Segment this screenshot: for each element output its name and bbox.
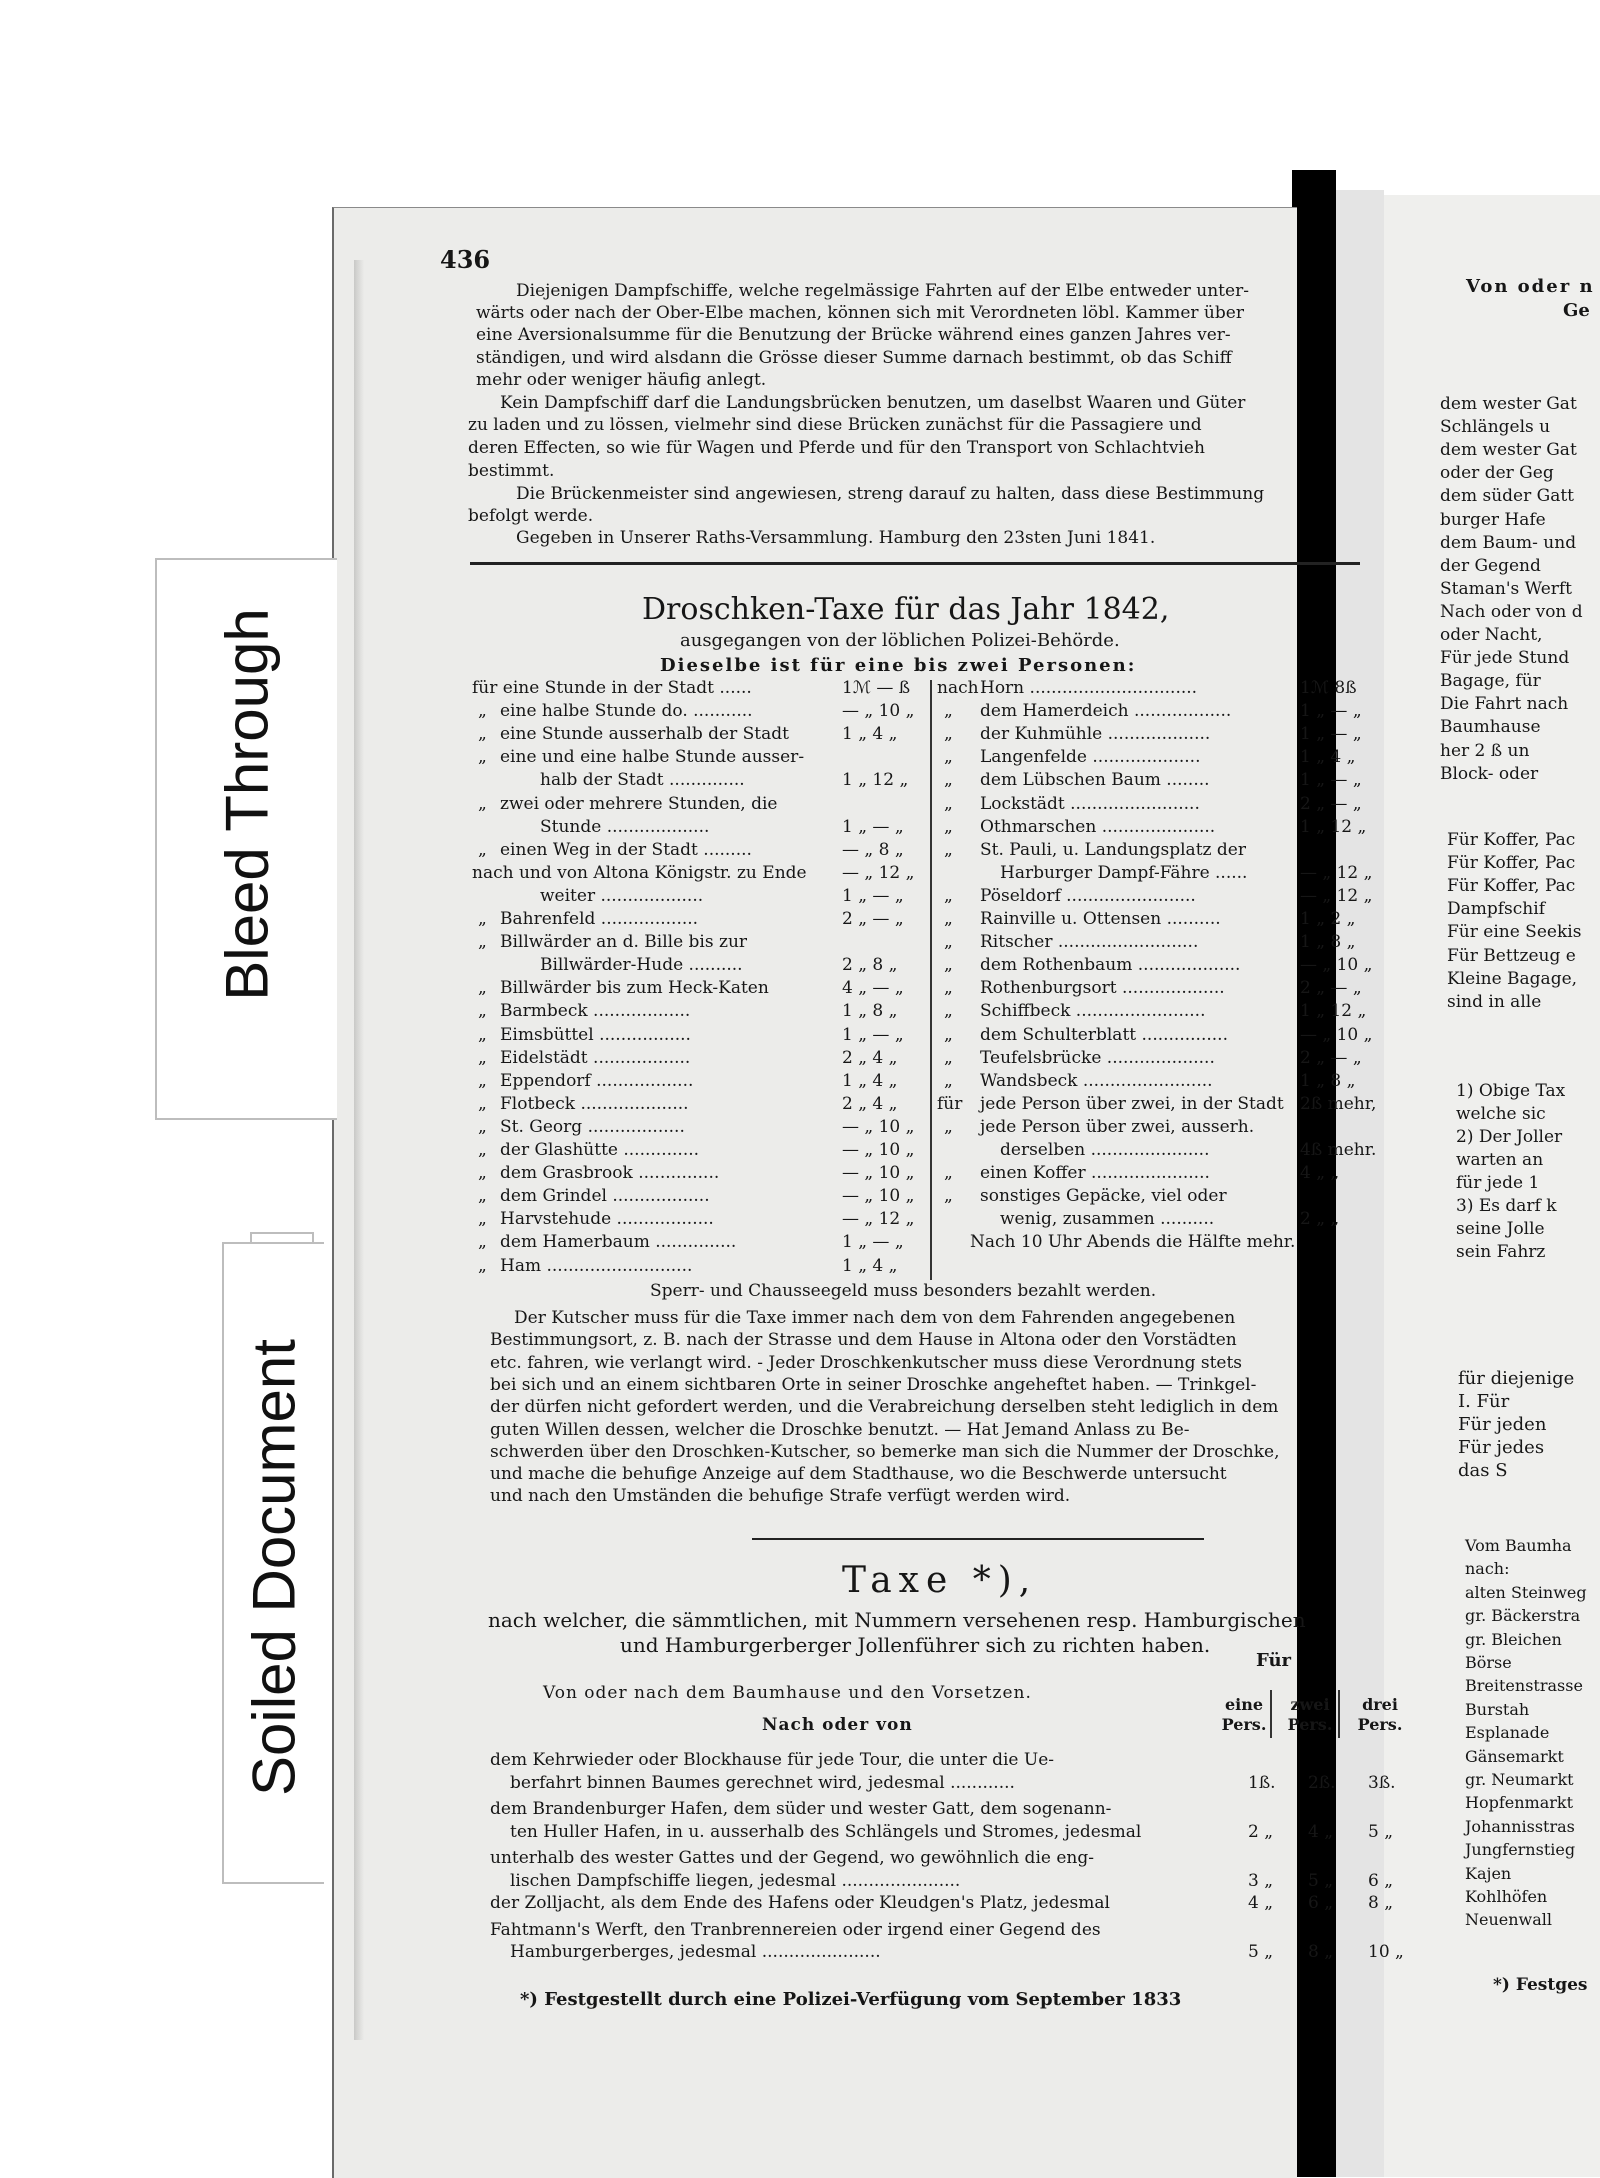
right-page-line: Johannisstras bbox=[1465, 1816, 1575, 1836]
right-page-line: Für jedes bbox=[1458, 1437, 1545, 1458]
page-shadow bbox=[354, 260, 364, 2040]
fare-value: 4 „ — „ bbox=[842, 978, 904, 999]
right-page-line: dem wester Gat bbox=[1440, 394, 1577, 414]
droschken-subtitle-2: Dieselbe ist für eine bis zwei Personen: bbox=[660, 655, 1137, 676]
destination-name: Flotbeck .................... bbox=[500, 1093, 689, 1114]
bleed-through-label: Bleed Through bbox=[213, 608, 281, 1001]
taxe-price: 8 „ bbox=[1308, 1942, 1334, 1962]
destination-name: Billwärder bis zum Heck-Katen bbox=[500, 978, 769, 999]
fare-value: — „ 10 „ bbox=[1300, 955, 1373, 976]
right-page-line: Für jede Stund bbox=[1440, 648, 1570, 669]
row-mark: „ bbox=[478, 1024, 487, 1045]
droschken-title: Droschken-Taxe für das Jahr 1842, bbox=[642, 592, 1170, 627]
soiled-document-label: Soiled Document bbox=[240, 1339, 308, 1796]
taxe-subtitle-2: und Hamburgerberger Jollenführer sich zu richten haben. bbox=[620, 1633, 1211, 1657]
fare-value: 1 „ 2 „ bbox=[1300, 909, 1356, 929]
destination-name: dem Grasbrook ............... bbox=[500, 1163, 720, 1184]
row-mark: „ bbox=[944, 1186, 953, 1207]
right-page-line: Block- oder bbox=[1440, 763, 1539, 784]
destination-name: Harburger Dampf-Fähre ...... bbox=[1000, 862, 1248, 883]
destination-name: wenig, zusammen .......... bbox=[1000, 1209, 1215, 1230]
right-page-line: oder der Geg bbox=[1440, 463, 1554, 484]
fare-value: 4ß mehr. bbox=[1300, 1140, 1377, 1160]
destination-name: eine und eine halbe Stunde ausser- bbox=[500, 747, 805, 768]
right-page-line: sein Fahrz bbox=[1456, 1242, 1546, 1262]
fare-value: — „ 10 „ bbox=[842, 701, 915, 722]
taxe-price: 1ß. bbox=[1248, 1772, 1276, 1793]
taxe-row-line: berfahrt binnen Baumes gerechnet wird, jedesmal ............ bbox=[510, 1772, 1015, 1793]
fare-value: — „ 8 „ bbox=[842, 839, 904, 860]
fare-value: — „ 10 „ bbox=[842, 1116, 915, 1137]
fare-value: 1ℳ — ß bbox=[842, 678, 911, 698]
taxe-subtitle-1: nach welcher, die sämmtlichen, mit Nummern versehenen resp. Hamburgischen bbox=[488, 1608, 1306, 1632]
fare-value: 1 „ — „ bbox=[1300, 770, 1362, 791]
fare-value: — „ 10 „ bbox=[842, 1140, 915, 1160]
destination-name: jede Person über zwei, in der Stadt bbox=[980, 1093, 1284, 1114]
destination-name: Othmarschen ..................... bbox=[980, 816, 1216, 837]
intro-line: bestimmt. bbox=[468, 461, 555, 481]
intro-line: Diejenigen Dampfschiffe, welche regelmässige Fahrten auf der Elbe entweder unter- bbox=[516, 281, 1249, 301]
fare-value: 1 „ 4 „ bbox=[842, 1070, 898, 1091]
row-mark: „ bbox=[478, 1070, 487, 1091]
right-page-line: Hopfenmarkt bbox=[1465, 1793, 1574, 1813]
destination-name: Ham ........................... bbox=[500, 1255, 693, 1276]
intro-line: mehr oder weniger häufig anlegt. bbox=[476, 370, 767, 390]
destination-name: Teufelsbrücke .................... bbox=[980, 1047, 1215, 1068]
destination-name: dem Hamerbaum ............... bbox=[500, 1232, 737, 1253]
taxe-row-line: der Zolljacht, als dem Ende des Hafens oder Kleudgen's Platz, jedesmal bbox=[490, 1893, 1110, 1913]
right-page-line: nach: bbox=[1465, 1559, 1510, 1579]
destination-name: dem Lübschen Baum ........ bbox=[980, 770, 1210, 791]
fare-value: — „ 10 „ bbox=[842, 1186, 915, 1207]
right-page-line: dem wester Gat bbox=[1440, 440, 1577, 461]
fare-value: 1 „ 4 „ bbox=[1300, 747, 1356, 768]
destination-name: nach und von Altona Königstr. zu Ende bbox=[472, 862, 807, 883]
right-page-line: Börse bbox=[1465, 1653, 1512, 1672]
fare-value: 2 „ 8 „ bbox=[842, 955, 898, 976]
row-mark: „ bbox=[478, 1047, 487, 1068]
separator-rule bbox=[752, 1538, 1204, 1540]
row-mark: „ bbox=[944, 978, 953, 999]
bleed-through-tag bbox=[155, 558, 337, 1120]
column-header: zwei Pers. bbox=[1287, 1695, 1333, 1734]
top-separator-rule bbox=[470, 562, 1360, 565]
right-page-line: Für Bettzeug e bbox=[1447, 945, 1576, 966]
paragraph-line: bei sich und an einem sichtbaren Orte in seiner Droschke angeheftet haben. — Trinkgel- bbox=[490, 1374, 1257, 1395]
row-mark: „ bbox=[944, 955, 953, 976]
destination-name: Eimsbüttel ................. bbox=[500, 1024, 691, 1045]
row-mark: „ bbox=[944, 1163, 953, 1184]
row-mark: „ bbox=[478, 1255, 487, 1276]
destination-name: Lockstädt ........................ bbox=[980, 793, 1200, 814]
destination-name: St. Georg .................. bbox=[500, 1116, 685, 1137]
fare-value: — „ 10 „ bbox=[842, 1163, 915, 1184]
row-mark: „ bbox=[944, 1070, 953, 1091]
fare-value: 1 „ 4 „ bbox=[842, 724, 898, 745]
column-header: eine Pers. bbox=[1221, 1695, 1267, 1734]
fare-value: 1 „ — „ bbox=[842, 885, 904, 906]
intro-line: Die Brückenmeister sind angewiesen, streng darauf zu halten, dass diese Bestimmung bbox=[516, 484, 1265, 504]
row-mark: „ bbox=[944, 770, 953, 791]
destination-name: Wandsbeck ........................ bbox=[980, 1070, 1213, 1091]
taxe-price: 2ß. bbox=[1308, 1772, 1336, 1793]
destination-name: Schiffbeck ........................ bbox=[980, 1001, 1206, 1022]
right-page-line: Dampfschif bbox=[1447, 899, 1545, 920]
destination-name: dem Schulterblatt ................ bbox=[980, 1024, 1228, 1045]
intro-line: eine Aversionalsumme für die Benutzung der Brücke während eines ganzen Jahres ver- bbox=[476, 325, 1231, 345]
paragraph-line: schwerden über den Droschken-Kutscher, so bemerke man sich die Nummer der Droschke, bbox=[490, 1441, 1280, 1462]
row-mark: „ bbox=[944, 1047, 953, 1068]
right-page-line: her 2 ß un bbox=[1440, 740, 1530, 761]
row-mark: „ bbox=[478, 978, 487, 999]
row-mark: „ bbox=[478, 724, 487, 745]
row-mark: „ bbox=[478, 793, 487, 814]
right-page-heading: Von oder n bbox=[1466, 276, 1595, 297]
right-page-line: Für Koffer, Pac bbox=[1447, 876, 1576, 897]
taxe-row-line: dem Brandenburger Hafen, dem süder und wester Gatt, dem sogenann- bbox=[490, 1799, 1112, 1819]
row-mark: „ bbox=[478, 1093, 487, 1114]
destination-name: Billwärder an d. Bille bis zur bbox=[500, 932, 748, 953]
taxe-row-line: dem Kehrwieder oder Blockhause für jede Tour, die unter die Ue- bbox=[490, 1750, 1055, 1770]
paragraph-line: guten Willen dessen, welcher die Droschke benutzt. — Hat Jemand Anlass zu Be- bbox=[490, 1419, 1190, 1440]
destination-name: Pöseldorf ........................ bbox=[980, 885, 1196, 906]
taxe-row-line: Fahtmann's Werft, den Tranbrennereien oder irgend einer Gegend des bbox=[490, 1919, 1101, 1940]
row-mark: nach bbox=[937, 678, 979, 698]
row-mark: „ bbox=[944, 816, 953, 837]
right-page-line: warten an bbox=[1456, 1150, 1544, 1170]
column-divider bbox=[930, 680, 932, 1280]
taxe-row-line: Hamburgerberges, jedesmal ...................... bbox=[510, 1942, 881, 1962]
destination-name: Bahrenfeld .................. bbox=[500, 909, 699, 929]
fare-value: — „ 12 „ bbox=[1300, 885, 1373, 906]
taxe-row-line: unterhalb des wester Gattes und der Gegend, wo gewöhnlich die eng- bbox=[490, 1848, 1094, 1868]
fare-value: 1 „ 4 „ bbox=[842, 1255, 898, 1276]
right-page-line: gr. Neumarkt bbox=[1465, 1770, 1574, 1789]
taxe-price: 5 „ bbox=[1248, 1942, 1274, 1962]
intro-line: Gegeben in Unserer Raths-Versammlung. Hamburg den 23sten Juni 1841. bbox=[516, 528, 1156, 548]
right-page-line: Burstah bbox=[1465, 1699, 1530, 1719]
row-mark: „ bbox=[944, 839, 953, 860]
intro-line: befolgt werde. bbox=[468, 506, 594, 526]
destination-name: einen Koffer ...................... bbox=[980, 1163, 1210, 1184]
destination-name: dem Grindel .................. bbox=[500, 1186, 710, 1207]
destination-name: der Glashütte .............. bbox=[500, 1140, 700, 1160]
right-page-line: für diejenige bbox=[1458, 1368, 1575, 1389]
destination-name: Langenfelde .................... bbox=[980, 747, 1201, 768]
taxe-row-line: ten Huller Hafen, in u. ausserhalb des Schlängels und Stromes, jedesmal bbox=[510, 1821, 1142, 1842]
intro-line: wärts oder nach der Ober-Elbe machen, können sich mit Verordneten löbl. Kammer über bbox=[476, 303, 1244, 323]
row-mark: „ bbox=[944, 1024, 953, 1045]
row-mark: „ bbox=[944, 1116, 953, 1137]
row-mark: „ bbox=[944, 932, 953, 953]
destination-name: zwei oder mehrere Stunden, die bbox=[500, 793, 778, 814]
right-page-line: das S bbox=[1458, 1460, 1508, 1481]
destination-name: der Kuhmühle ................... bbox=[980, 724, 1211, 745]
row-mark: „ bbox=[944, 724, 953, 745]
fare-value: 1 „ 12 „ bbox=[842, 770, 909, 791]
right-page-line: Schlängels u bbox=[1440, 417, 1551, 438]
fare-value: — „ 10 „ bbox=[1300, 1024, 1373, 1045]
fare-value: 2 „ — „ bbox=[1300, 978, 1362, 999]
right-page-line: Vom Baumha bbox=[1465, 1536, 1572, 1555]
taxe-price: 5 „ bbox=[1308, 1870, 1334, 1891]
paragraph-line: etc. fahren, wie verlangt wird. - Jeder Droschkenkutscher muss diese Verordnung stets bbox=[490, 1352, 1243, 1373]
destination-name: für eine Stunde in der Stadt ...... bbox=[472, 678, 752, 698]
intro-line: ständigen, und wird alsdann die Grösse dieser Summe darnach bestimmt, ob das Schiff bbox=[476, 348, 1232, 368]
row-mark: „ bbox=[944, 909, 953, 929]
destination-name: halb der Stadt .............. bbox=[540, 770, 745, 791]
intro-line: Kein Dampfschiff darf die Landungsbrücken benutzen, um daselbst Waaren und Güter bbox=[500, 393, 1246, 413]
taxe-price: 8 „ bbox=[1368, 1893, 1394, 1913]
right-page-line: Nach oder von d bbox=[1440, 601, 1583, 622]
right-page-line: dem Baum- und bbox=[1440, 532, 1577, 553]
soiled-document-tag bbox=[222, 1242, 324, 1884]
taxe-price: 3 „ bbox=[1248, 1870, 1274, 1891]
fare-value: 2ß mehr, bbox=[1300, 1093, 1377, 1114]
destination-name: jede Person über zwei, ausserh. bbox=[980, 1116, 1255, 1137]
right-page-footnote: *) Festges bbox=[1493, 1975, 1588, 1995]
right-page-line: seine Jolle bbox=[1456, 1219, 1545, 1239]
intro-line: deren Effecten, so wie für Wagen und Pferde und für den Transport von Schlachtvieh bbox=[468, 438, 1205, 458]
row-mark: „ bbox=[478, 932, 487, 953]
right-page-line: 2) Der Joller bbox=[1456, 1127, 1563, 1147]
row-mark: „ bbox=[944, 885, 953, 906]
taxe-price: 4 „ bbox=[1248, 1893, 1274, 1913]
fare-value: 1 „ 8 „ bbox=[842, 1001, 898, 1022]
row-mark: „ bbox=[944, 701, 953, 722]
fare-value: — „ 12 „ bbox=[1300, 862, 1373, 883]
right-page-line: gr. Bäckerstra bbox=[1465, 1606, 1581, 1626]
fare-value: 2 „ — „ bbox=[1300, 793, 1362, 814]
row-mark: für bbox=[937, 1093, 963, 1114]
column-header: drei Pers. bbox=[1357, 1695, 1403, 1734]
fare-value: 1 „ 8 „ bbox=[1300, 1070, 1356, 1091]
right-page-line: Kohlhöfen bbox=[1465, 1887, 1548, 1906]
right-page-line: der Gegend bbox=[1440, 555, 1541, 576]
right-page-line: 1) Obige Tax bbox=[1456, 1081, 1566, 1101]
destination-name: dem Rothenbaum ................... bbox=[980, 955, 1241, 976]
right-page-line: gr. Bleichen bbox=[1465, 1629, 1562, 1649]
right-page-line: Für Koffer, Pac bbox=[1447, 830, 1576, 850]
fare-value: 2 „ — „ bbox=[842, 909, 904, 929]
destination-name: einen Weg in der Stadt ......... bbox=[500, 839, 752, 860]
fare-value: 1 „ — „ bbox=[842, 1232, 904, 1253]
destination-name: Billwärder-Hude .......... bbox=[540, 955, 743, 976]
destination-name: St. Pauli, u. Landungsplatz der bbox=[980, 839, 1246, 860]
header-divider bbox=[1270, 1690, 1272, 1738]
row-mark: „ bbox=[944, 747, 953, 768]
fare-value: 1ℳ 8ß bbox=[1300, 678, 1357, 698]
paragraph-line: Bestimmungsort, z. B. nach der Strasse und dem Hause in Altona oder den Vorstädten bbox=[490, 1330, 1237, 1351]
row-mark: „ bbox=[478, 1163, 487, 1184]
row-mark: „ bbox=[478, 747, 487, 768]
taxe-price: 10 „ bbox=[1368, 1942, 1404, 1962]
right-page-line: dem süder Gatt bbox=[1440, 486, 1574, 507]
taxe-price: 4 „ bbox=[1308, 1821, 1334, 1842]
right-page-line: Kleine Bagage, bbox=[1447, 968, 1578, 989]
intro-line: zu laden und zu lössen, vielmehr sind diese Brücken zunächst für die Passagiere und bbox=[468, 415, 1202, 435]
taxe-price: 3ß. bbox=[1368, 1772, 1396, 1793]
right-page-line: Breitenstrasse bbox=[1465, 1676, 1583, 1696]
taxe-section-title: Von oder nach dem Baumhause und den Vorsetzen. bbox=[543, 1683, 1032, 1703]
taxe-footnote: *) Festgestellt durch eine Polizei-Verfügung vom September 1833 bbox=[520, 1989, 1182, 2010]
right-page-line: Bagage, für bbox=[1440, 671, 1541, 692]
right-page-line: I. Für bbox=[1458, 1391, 1510, 1412]
fare-value: 1 „ — „ bbox=[1300, 724, 1362, 745]
right-page-line: sind in alle bbox=[1447, 991, 1542, 1012]
destination-name: eine Stunde ausserhalb der Stadt bbox=[500, 724, 789, 745]
right-page-line: Esplanade bbox=[1465, 1723, 1550, 1743]
destination-name: Rainville u. Ottensen .......... bbox=[980, 909, 1221, 929]
fare-value: 1 „ 8 „ bbox=[1300, 932, 1356, 953]
right-page-line: oder Nacht, bbox=[1440, 625, 1543, 645]
page-number: 436 bbox=[440, 245, 491, 274]
fuer-header: Für bbox=[1256, 1650, 1292, 1671]
row-mark: „ bbox=[478, 1186, 487, 1207]
right-page-line: Für Koffer, Pac bbox=[1447, 853, 1576, 874]
taxe-row-line: lischen Dampfschiffe liegen, jedesmal ...................... bbox=[510, 1870, 961, 1891]
destination-name: Ritscher .......................... bbox=[980, 932, 1199, 953]
row-mark: „ bbox=[478, 1001, 487, 1022]
destination-name: eine halbe Stunde do. ........... bbox=[500, 701, 753, 722]
fare-value: 1 „ 12 „ bbox=[1300, 816, 1367, 837]
row-mark: „ bbox=[478, 1232, 487, 1253]
right-page-line: Staman's Werft bbox=[1440, 578, 1573, 599]
fare-value: 4 „ „ bbox=[1300, 1163, 1340, 1184]
fare-value: 2 „ — „ bbox=[1300, 1047, 1362, 1068]
right-page-line: Kajen bbox=[1465, 1863, 1512, 1883]
fare-value: — „ 12 „ bbox=[842, 1209, 915, 1230]
fare-value: 1 „ — „ bbox=[842, 1024, 904, 1045]
right-page-line: Jungfernstieg bbox=[1465, 1840, 1576, 1860]
destination-name: Rothenburgsort ................... bbox=[980, 978, 1225, 999]
fare-value: 2 „ 4 „ bbox=[842, 1093, 898, 1114]
sperr-note: Sperr- und Chausseegeld muss besonders bezahlt werden. bbox=[650, 1281, 1157, 1301]
right-page-line: für jede 1 bbox=[1456, 1173, 1540, 1193]
right-page-heading-2: Ge bbox=[1563, 300, 1590, 321]
taxe-title: Taxe *), bbox=[842, 1560, 1038, 1601]
row-mark: „ bbox=[478, 909, 487, 929]
paragraph-line: Der Kutscher muss für die Taxe immer nach dem von dem Fahrenden angegebenen bbox=[514, 1308, 1236, 1328]
row-mark: „ bbox=[478, 701, 487, 722]
fare-value: 2 „ 4 „ bbox=[842, 1047, 898, 1068]
destination-name: Horn ............................... bbox=[980, 678, 1198, 698]
destination-name: derselben ...................... bbox=[1000, 1140, 1210, 1160]
destination-name: dem Hamerdeich .................. bbox=[980, 701, 1232, 722]
row-mark: „ bbox=[478, 1140, 487, 1160]
taxe-price: 5 „ bbox=[1368, 1821, 1394, 1842]
fare-value: 1 „ — „ bbox=[842, 816, 904, 837]
fare-value: — „ 12 „ bbox=[842, 862, 915, 883]
destination-name: Nach 10 Uhr Abends die Hälfte mehr. bbox=[970, 1232, 1296, 1253]
destination-name: Stunde ................... bbox=[540, 816, 710, 837]
paragraph-line: der dürfen nicht gefordert werden, und die Verabreichung derselben steht lediglich in dem bbox=[490, 1397, 1279, 1418]
right-page-line: Für eine Seekis bbox=[1447, 922, 1582, 943]
row-mark: „ bbox=[478, 839, 487, 860]
destination-name: sonstiges Gepäcke, viel oder bbox=[980, 1186, 1227, 1207]
header-divider bbox=[1338, 1690, 1340, 1738]
droschken-subtitle: ausgegangen von der löblichen Polizei-Behörde. bbox=[680, 630, 1120, 651]
paragraph-line: und nach den Umständen die behufige Strafe verfügt werden wird. bbox=[490, 1486, 1071, 1507]
taxe-nach-heading: Nach oder von bbox=[762, 1715, 913, 1735]
destination-name: Harvstehude .................. bbox=[500, 1209, 714, 1230]
destination-name: Eppendorf .................. bbox=[500, 1070, 694, 1091]
right-page-line: burger Hafe bbox=[1440, 509, 1546, 530]
right-page-line: welche sic bbox=[1456, 1104, 1546, 1124]
right-page-line: Gänsemarkt bbox=[1465, 1746, 1564, 1766]
destination-name: Eidelstädt .................. bbox=[500, 1047, 691, 1068]
row-mark: „ bbox=[944, 1001, 953, 1022]
right-page-line: Baumhause bbox=[1440, 717, 1541, 738]
right-page-line: alten Steinweg bbox=[1465, 1582, 1587, 1602]
paragraph-line: und mache die behufige Anzeige auf dem Stadthause, wo die Beschwerde untersucht bbox=[490, 1464, 1227, 1485]
right-page-line: 3) Es darf k bbox=[1456, 1196, 1557, 1216]
right-page-line: Neuenwall bbox=[1465, 1910, 1553, 1930]
fare-value: 2 „ „ bbox=[1300, 1209, 1340, 1230]
taxe-price: 2 „ bbox=[1248, 1821, 1274, 1842]
row-mark: „ bbox=[478, 1209, 487, 1230]
right-page-line: Die Fahrt nach bbox=[1440, 694, 1569, 715]
right-page-line: Für jeden bbox=[1458, 1414, 1547, 1435]
row-mark: „ bbox=[944, 793, 953, 814]
destination-name: weiter ................... bbox=[540, 885, 704, 906]
fare-value: 1 „ — „ bbox=[1300, 701, 1362, 722]
destination-name: Barmbeck .................. bbox=[500, 1001, 691, 1022]
taxe-price: 6 „ bbox=[1368, 1870, 1394, 1891]
taxe-price: 6 „ bbox=[1308, 1893, 1334, 1913]
row-mark: „ bbox=[478, 1116, 487, 1137]
fare-value: 1 „ 12 „ bbox=[1300, 1001, 1367, 1022]
